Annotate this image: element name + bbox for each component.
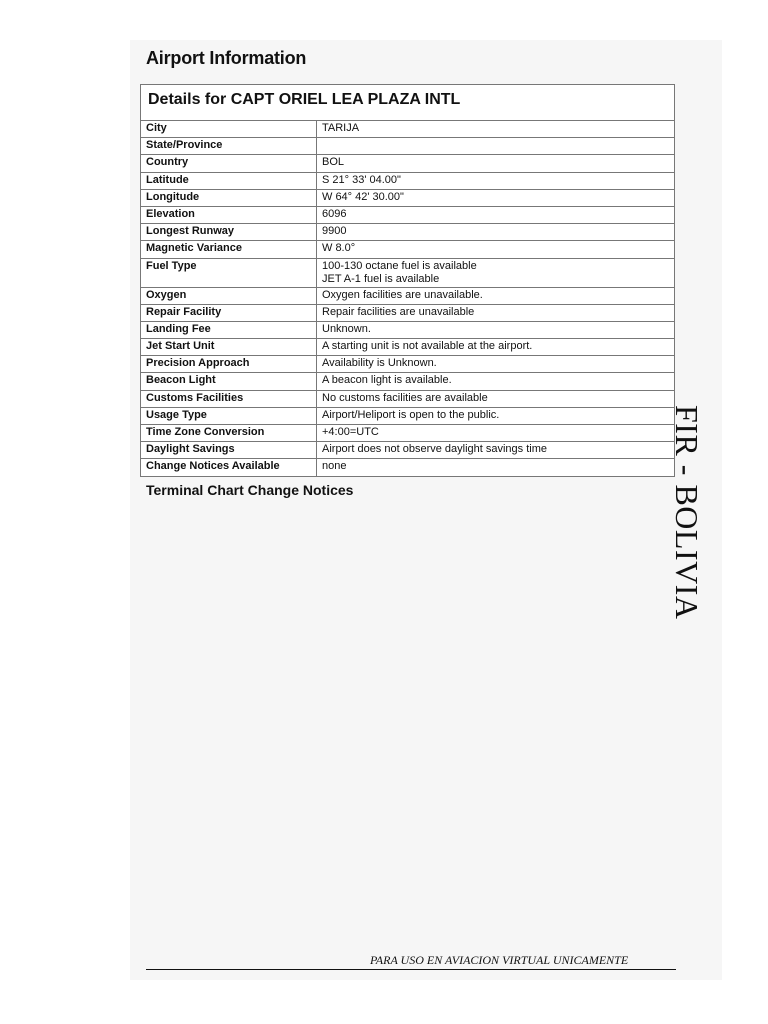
footer-rule — [146, 969, 676, 970]
row-value-line: Airport does not observe daylight savings time — [322, 443, 548, 456]
table-row — [141, 425, 675, 442]
table-row — [141, 241, 675, 258]
table-row — [141, 373, 675, 390]
row-value-line: W 64° 42' 30.00" — [322, 190, 404, 203]
row-label: Oxygen — [141, 287, 317, 304]
table-row — [141, 407, 675, 424]
row-label: Jet Start Unit — [141, 339, 317, 356]
row-label: Fuel Type — [141, 258, 317, 287]
row-value — [317, 425, 675, 442]
table-row — [141, 189, 675, 206]
row-value — [317, 390, 675, 407]
row-value-line: +4:00=UTC — [322, 426, 379, 438]
row-value — [317, 287, 675, 304]
row-label: Beacon Light — [141, 373, 317, 390]
table-row — [141, 459, 675, 476]
row-value-line: Availability is Unknown. — [322, 357, 437, 370]
row-value — [317, 459, 675, 476]
row-value — [317, 189, 675, 206]
row-value-line: Airport/Heliport is open to the public. — [322, 408, 500, 421]
row-label: Repair Facility — [141, 304, 317, 321]
row-value — [317, 304, 675, 321]
row-value-line: Repair facilities are unavailable — [322, 305, 475, 318]
row-value-line: none — [322, 460, 347, 473]
row-value — [317, 442, 675, 459]
row-label: Customs Facilities — [141, 390, 317, 407]
airport-info-table-body — [141, 121, 675, 477]
fir-side-label: FIR - BOLIVIA — [669, 405, 705, 620]
row-value — [317, 241, 675, 258]
row-value-line: W 8.0° — [322, 242, 356, 255]
row-label: Change Notices Available — [141, 459, 317, 476]
row-value — [317, 373, 675, 390]
table-row — [141, 287, 675, 304]
row-value — [317, 155, 675, 172]
table-row — [141, 339, 675, 356]
row-value — [317, 121, 675, 138]
row-value-line: BOL — [322, 156, 345, 169]
table-row — [141, 206, 675, 223]
row-value-line: Unknown. — [322, 322, 371, 335]
details-title: Details for CAPT ORIEL LEA PLAZA INTL — [148, 91, 461, 108]
row-label: Landing Fee — [141, 321, 317, 338]
table-row — [141, 442, 675, 459]
row-value-line: No customs facilities are available — [322, 391, 488, 404]
row-value — [317, 206, 675, 223]
row-label: Latitude — [141, 172, 317, 189]
row-label: City — [141, 121, 317, 138]
row-label: Longest Runway — [141, 224, 317, 241]
row-value — [317, 407, 675, 424]
row-value — [317, 172, 675, 189]
row-value-line: Oxygen facilities are unavailable. — [322, 288, 483, 301]
table-row — [141, 258, 675, 287]
row-value — [317, 339, 675, 356]
row-label: Usage Type — [141, 407, 317, 424]
row-value — [317, 321, 675, 338]
table-row — [141, 224, 675, 241]
row-value — [317, 224, 675, 241]
table-row — [141, 155, 675, 172]
row-value-line: 6096 — [322, 207, 347, 220]
row-label: Daylight Savings — [141, 442, 317, 459]
footer-text: PARA USO EN AVIACION VIRTUAL UNICAMENTE — [370, 953, 629, 967]
table-row — [141, 304, 675, 321]
row-label: Longitude — [141, 189, 317, 206]
row-value — [317, 356, 675, 373]
row-label: Time Zone Conversion — [141, 425, 317, 442]
row-value-line: S 21° 33' 04.00" — [322, 173, 401, 186]
row-value-line: A beacon light is available. — [322, 374, 452, 387]
row-label: Magnetic Variance — [141, 241, 317, 258]
table-row — [141, 390, 675, 407]
row-value-line: 9900 — [322, 225, 347, 238]
row-label: Precision Approach — [141, 356, 317, 373]
row-value — [317, 138, 675, 155]
row-value-line: JET A-1 fuel is available — [322, 272, 440, 285]
section-heading-change-notices: Terminal Chart Change Notices — [146, 482, 354, 498]
table-row — [141, 121, 675, 138]
row-value-line: 100-130 octane fuel is available — [322, 259, 477, 272]
table-row — [141, 356, 675, 373]
row-label: Country — [141, 155, 317, 172]
airport-info-table — [140, 120, 675, 477]
details-header-box — [140, 84, 675, 120]
row-value-line: TARIJA — [322, 122, 360, 134]
table-row — [141, 321, 675, 338]
row-label: State/Province — [141, 138, 317, 155]
table-row — [141, 172, 675, 189]
table-row — [141, 138, 675, 155]
page-title: Airport Information — [146, 48, 307, 68]
row-label: Elevation — [141, 206, 317, 223]
row-value-line: A starting unit is not available at the airport. — [322, 340, 533, 353]
row-value — [317, 258, 675, 287]
